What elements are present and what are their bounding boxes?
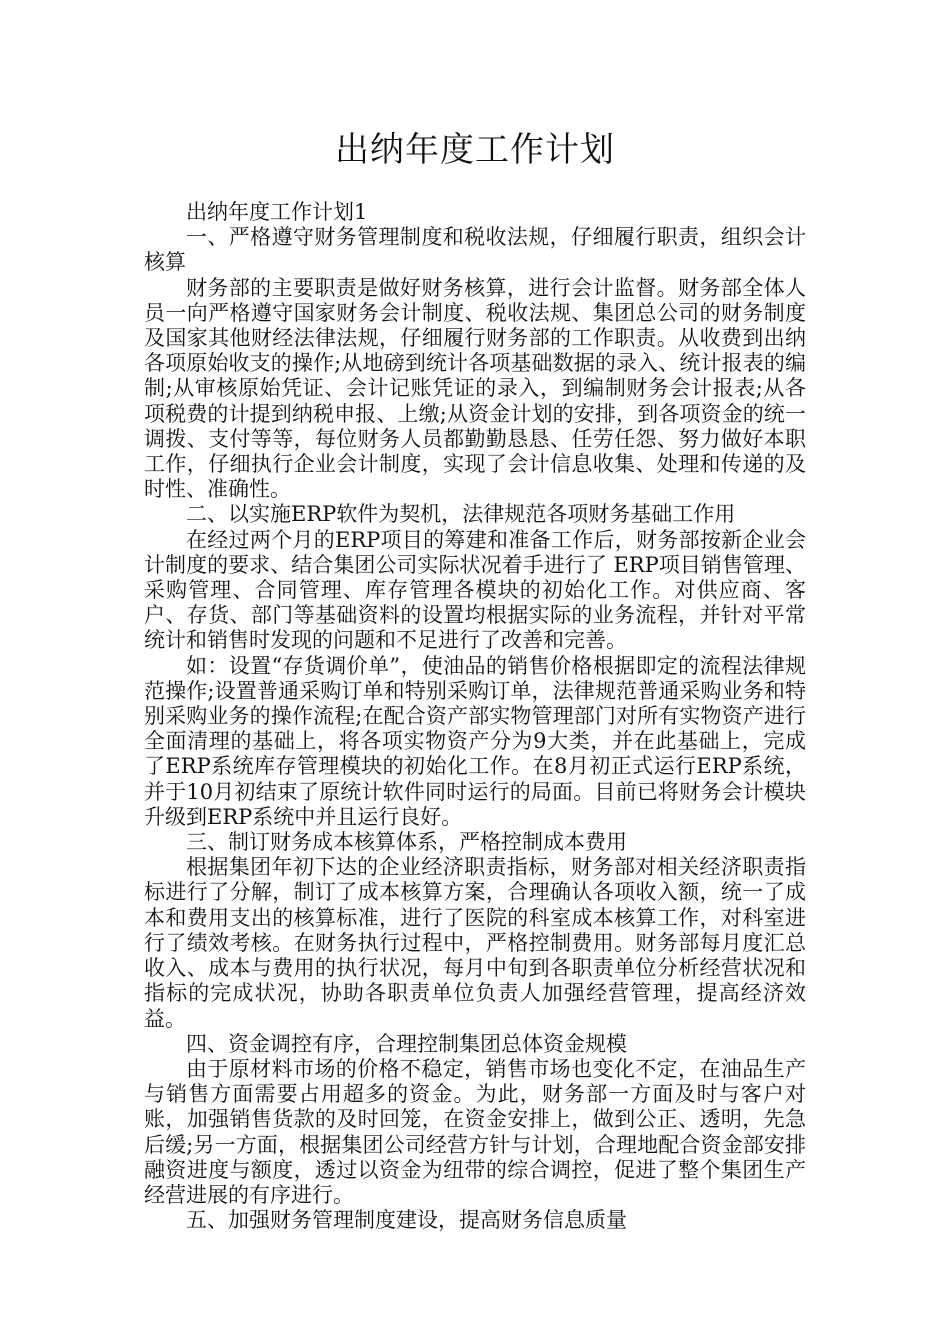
section-heading-1: 一、严格遵守财务管理制度和税收法规，仔细履行职责，组织会计核算 [144, 225, 806, 275]
body-paragraph: 如：设置“存货调价单”，使油品的销售价格根据即定的流程法律规范操作;设置普通采购订单和特别采购订单，法律规范普通采购业务和特别采购业务的操作流程;在配合资产部实物管理部门对所有实物资产进行全面清理的基础上，将各项实物资产分为9大类，并在此基础上，完成了ERP系统库存管理模块的初始化工作。在8月初正式运行ERP系统，并于10月初结束了原统计软件同时运行的局面。目前已将财务会计模块升级到ERP系统中并且运行良好。 [144, 653, 806, 829]
document-body [144, 200, 806, 1233]
section-heading-4: 四、资金调控有序，合理控制集团总体资金规模 [186, 1031, 627, 1056]
body-paragraph: 根据集团年初下达的企业经济职责指标，财务部对相关经济职责指标进行了分解，制订了成本核算方案，合理确认各项收入额，统一了成本和费用支出的核算标准，进行了医院的科室成本核算工作，对科室进行了绩效考核。在财务执行过程中，严格控制费用。财务部每月度汇总收入、成本与费用的执行状况，每月中旬到各职责单位分析经营状况和指标的完成状况，协助各职责单位负责人加强经营管理，提高经济效益。 [144, 855, 806, 1031]
body-paragraph: 由于原材料市场的价格不稳定，销售市场也变化不定，在油品生产与销售方面需要占用超多的资金。为此，财务部一方面及时与客户对账，加强销售货款的及时回笼，在资金安排上，做到公正、透明，先急后缓;另一方面，根据集团公司经营方针与计划，合理地配合资金部安排融资进度与额度，透过以资金为纽带的综合调控，促进了整个集团生产经营进展的有序进行。 [144, 1056, 806, 1207]
section-heading-5: 五、加强财务管理制度建设，提高财务信息质量 [186, 1208, 627, 1233]
subtitle-paragraph: 出纳年度工作计划1 [186, 200, 368, 224]
section-heading-3: 三、制订财务成本核算体系，严格控制成本费用 [186, 830, 627, 855]
body-paragraph: 在经过两个月的ERP项目的筹建和准备工作后，财务部按新企业会计制度的要求、结合集团公司实际状况着手进行了 ERP项目销售管理、采购管理、合同管理、库存管理各模块的初始化工作。对供应商、客户、存货、部门等基础资料的设置均根据实际的业务流程，并针对平常统计和销售时发现的问题和不足进行了改善和完善。 [144, 527, 806, 653]
body-paragraph: 财务部的主要职责是做好财务核算，进行会计监督。财务部全体人员一向严格遵守国家财务会计制度、税收法规、集团总公司的财务制度及国家其他财经法律法规，仔细履行财务部的工作职责。从收费到出纳各项原始收支的操作;从地磅到统计各项基础数据的录入、统计报表的编制;从审核原始凭证、会计记账凭证的录入，到编制财务会计报表;从各项税费的计提到纳税申报、上缴;从资金计划的安排，到各项资金的统一调拨、支付等等，每位财务人员都勤勤恳恳、任劳任怨、努力做好本职工作，仔细执行企业会计制度，实现了会计信息收集、处理和传递的及时性、准确性。 [144, 275, 806, 502]
document-title: 出纳年度工作计划 [335, 130, 615, 170]
section-heading-2: 二、以实施ERP软件为契机，法律规范各项财务基础工作用 [186, 502, 736, 527]
